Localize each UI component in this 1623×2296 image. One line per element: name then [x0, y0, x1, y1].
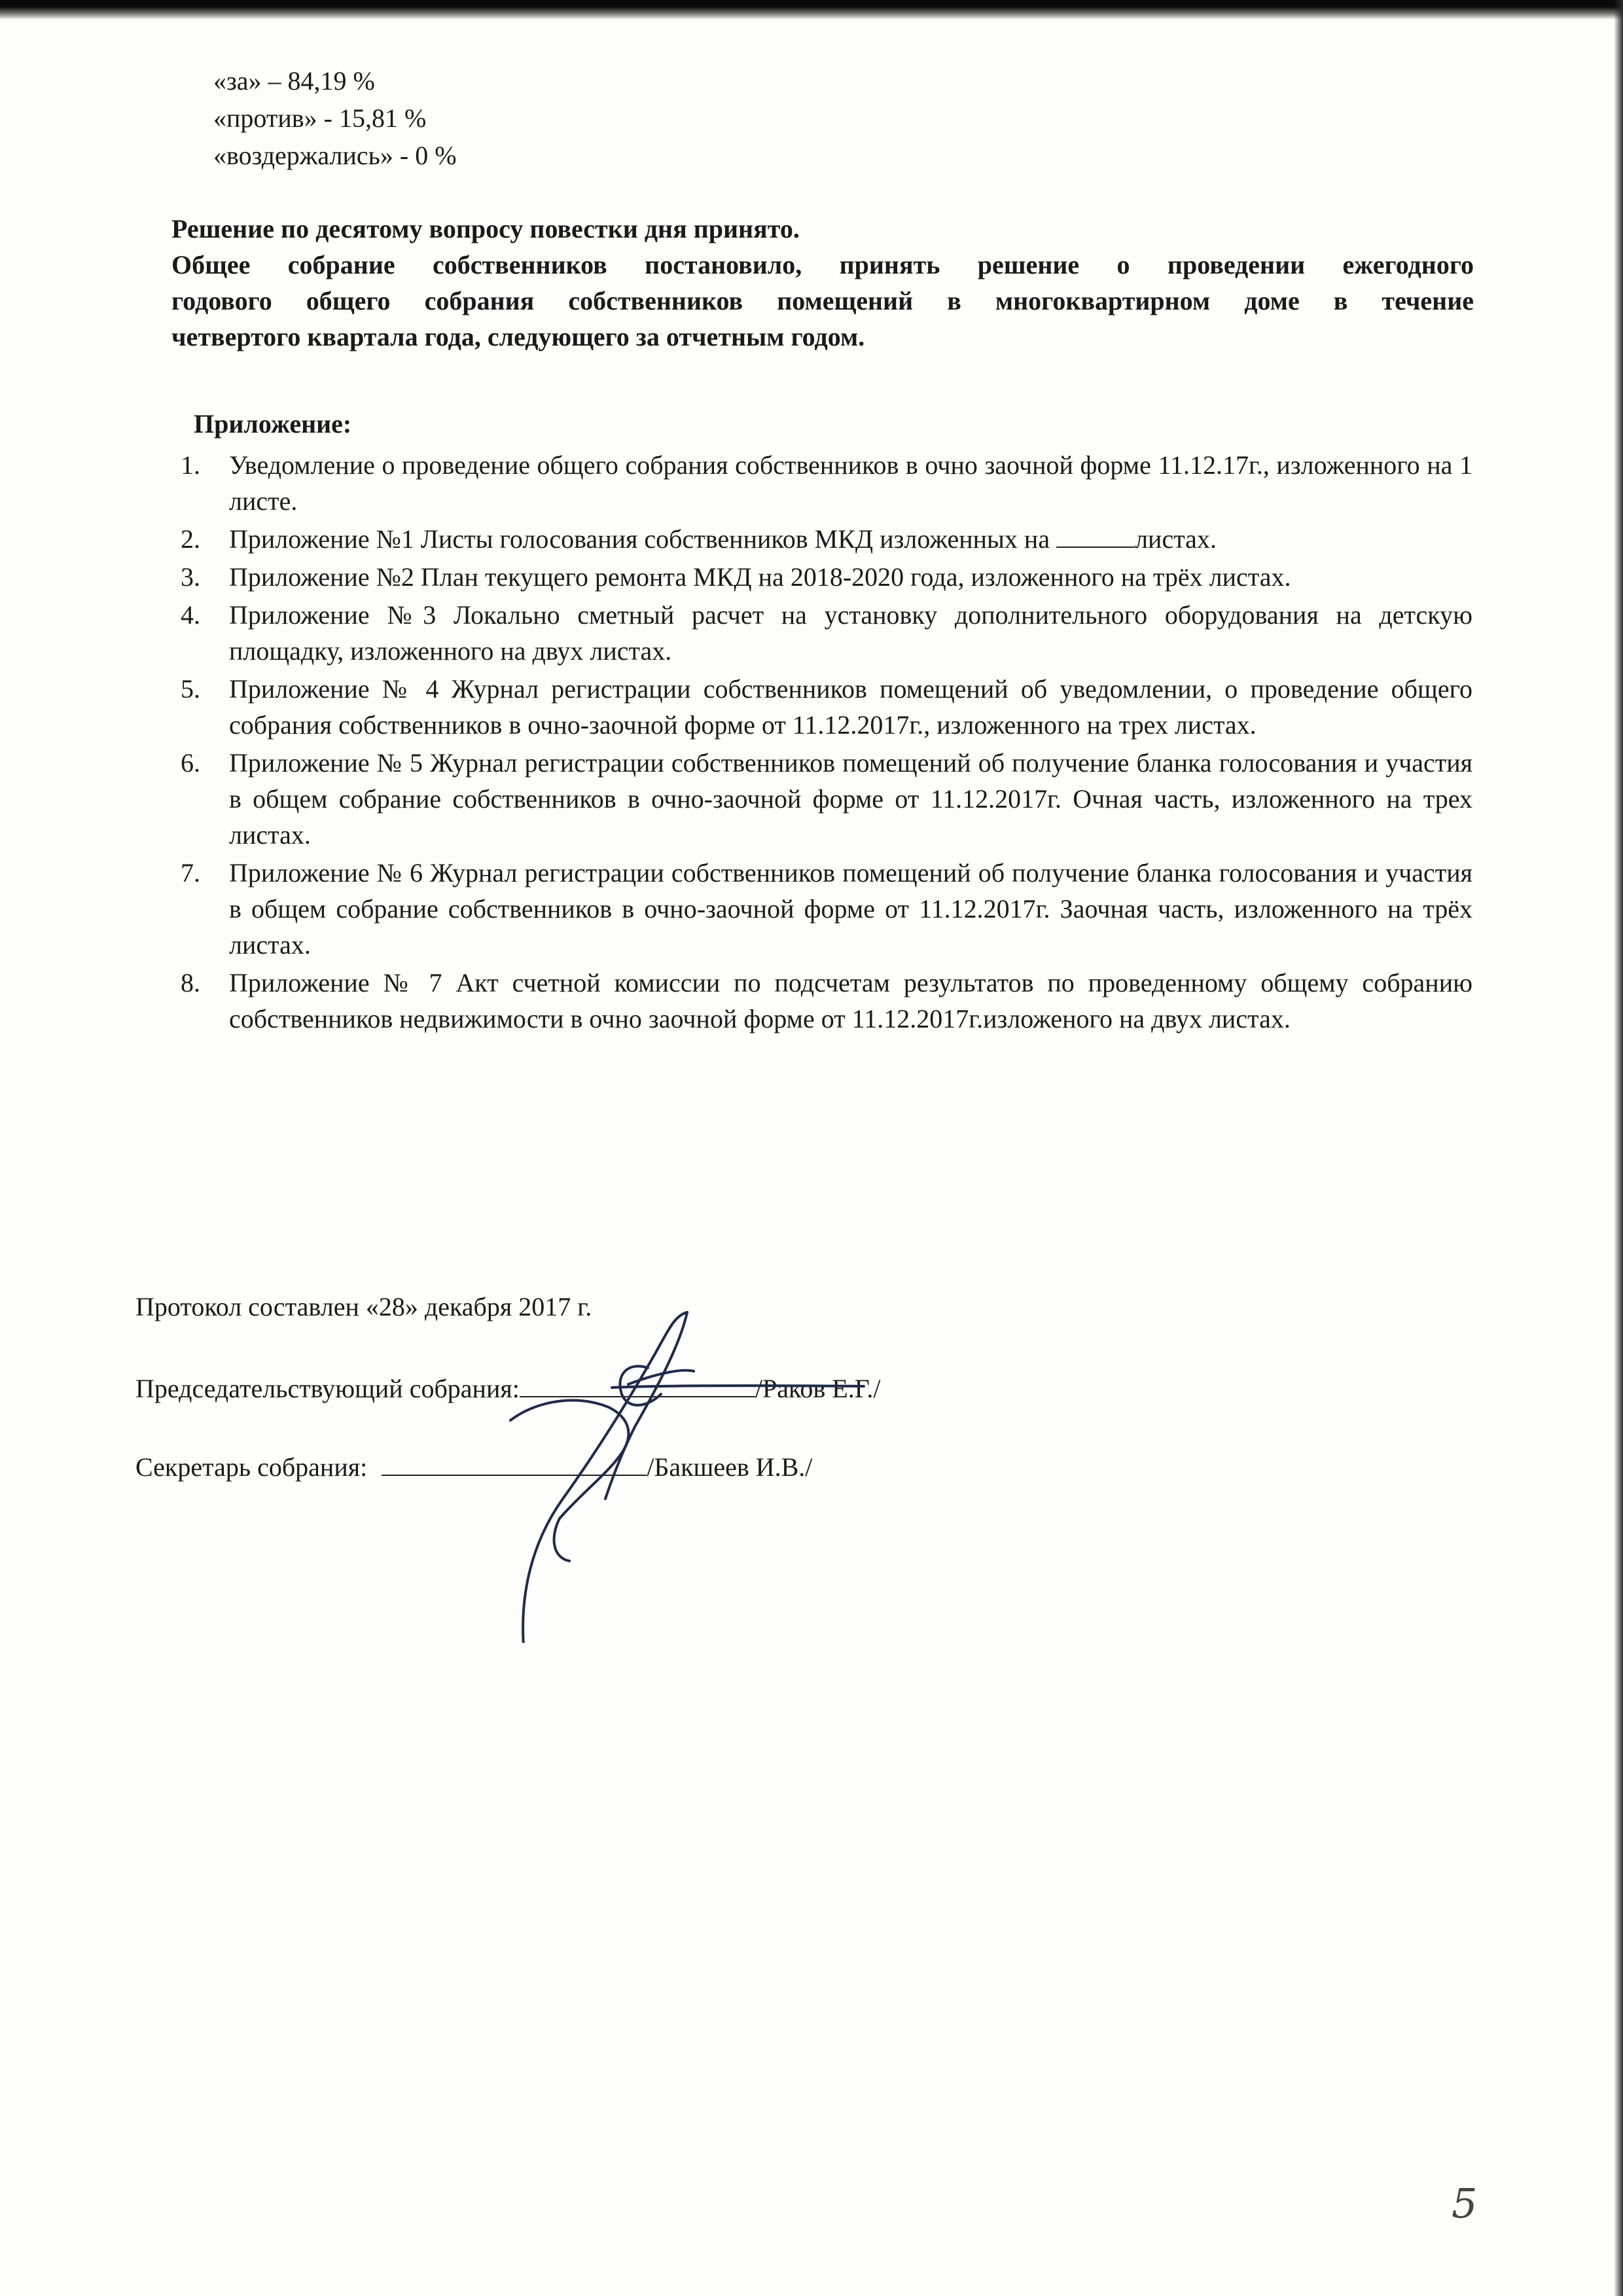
- appendix-item: [157, 745, 1472, 853]
- appendix-item-text: Приложение № 5 Журнал регистрации собственников помещений об получение бланка голосования и участия в общем собрание собственников в очно-заочной форме от 11.12.2017г. Очная часть, изложенного на трех листах.: [229, 748, 1472, 850]
- appendix-item-text: Приложение №2 План текущего ремонта МКД на 2018-2020 года, изложенного на трёх листах.: [229, 562, 1291, 592]
- secretary-name: /Бакшеев И.В./: [647, 1452, 813, 1482]
- appendix-item-number: 4.: [181, 600, 200, 630]
- vote-against: «против» - 15,81 %: [213, 103, 427, 133]
- appendix-item-text: Приложение № 6 Журнал регистрации собственников помещений об получение бланка голосования и участия в общем собрание собственников в очно-заочной форме от 11.12.2017г. Заочная часть, изложенного на трёх листах.: [229, 858, 1472, 960]
- appendix-item: [157, 597, 1472, 669]
- appendix-item-text-after: листах.: [1135, 524, 1217, 554]
- chairman-name: /Раков Е.Г./: [755, 1374, 881, 1403]
- page-number: 5: [1452, 2179, 1478, 2227]
- appendix-item-number: 5.: [181, 674, 200, 704]
- decision-text-line-1: Общее собрание собственников постановило, принять решение о проведении ежегодного: [171, 250, 1474, 279]
- appendix-item: [157, 447, 1472, 519]
- appendix-item-number: 8.: [181, 968, 200, 997]
- appendix-item-text: Приложение № 7 Акт счетной комиссии по подсчетам результатов по проведенному общему собранию собственников недвижимости в очно заочной форме от 11.12.2017г.изложеного на двух листах.: [229, 968, 1472, 1033]
- appendix-list: [157, 447, 1472, 1037]
- appendix-item-number: 1.: [181, 450, 200, 480]
- appendix-section: [157, 406, 1472, 1039]
- appendix-item: [157, 671, 1472, 743]
- chairman-label: Председательствующий собрания:: [135, 1374, 520, 1403]
- decision-text-line-3: четвертого квартала года, следующего за отчетным годом.: [171, 322, 865, 351]
- protocol-date: Протокол составлен «28» декабря 2017 г.: [135, 1292, 592, 1321]
- appendix-item-number: 3.: [181, 562, 200, 592]
- vote-for: «за» – 84,19 %: [213, 66, 375, 96]
- appendix-item: [157, 521, 1472, 557]
- appendix-item-text: Приложение №3 Локально сметный расчет на установку дополнительного оборудования на детскую площадку, изложенного на двух листах.: [229, 600, 1472, 666]
- scan-edge-top: [0, 0, 1623, 20]
- appendix-item-number: 2.: [181, 524, 200, 554]
- sheet-count-blank: [1056, 522, 1135, 548]
- decision-block: [171, 211, 1474, 355]
- appendix-title: Приложение:: [194, 409, 352, 439]
- vote-results: [213, 62, 457, 174]
- vote-abstained: «воздержались» - 0 %: [213, 141, 457, 170]
- appendix-item-text: [229, 521, 1472, 557]
- appendix-item-number: 7.: [181, 858, 200, 888]
- appendix-item-text-before: Приложение №1 Листы голосования собственников МКД изложенных на: [229, 524, 1057, 554]
- decision-text-line-2: годового общего собрания собственников помещений в многоквартирном доме в течение: [171, 286, 1474, 315]
- appendix-item: [157, 559, 1472, 595]
- secretary-label: Секретарь собрания:: [135, 1452, 368, 1482]
- decision-accepted: Решение по десятому вопросу повестки дня принято.: [171, 214, 800, 243]
- appendix-item: [157, 965, 1472, 1037]
- appendix-item: [157, 855, 1472, 963]
- handwritten-signature: [497, 1302, 890, 1643]
- appendix-item-text: Уведомление о проведение общего собрания собственников в очно заочной форме 11.12.17г., изложенного на 1 листе.: [229, 450, 1472, 516]
- appendix-item-text: Приложение № 4 Журнал регистрации собственников помещений об уведомлении, о проведение общего собрания собственников в очно-заочной форме от 11.12.2017г., изложенного на трех листах.: [229, 674, 1472, 740]
- appendix-item-number: 6.: [181, 748, 200, 778]
- scan-edge-right: [1614, 0, 1623, 2296]
